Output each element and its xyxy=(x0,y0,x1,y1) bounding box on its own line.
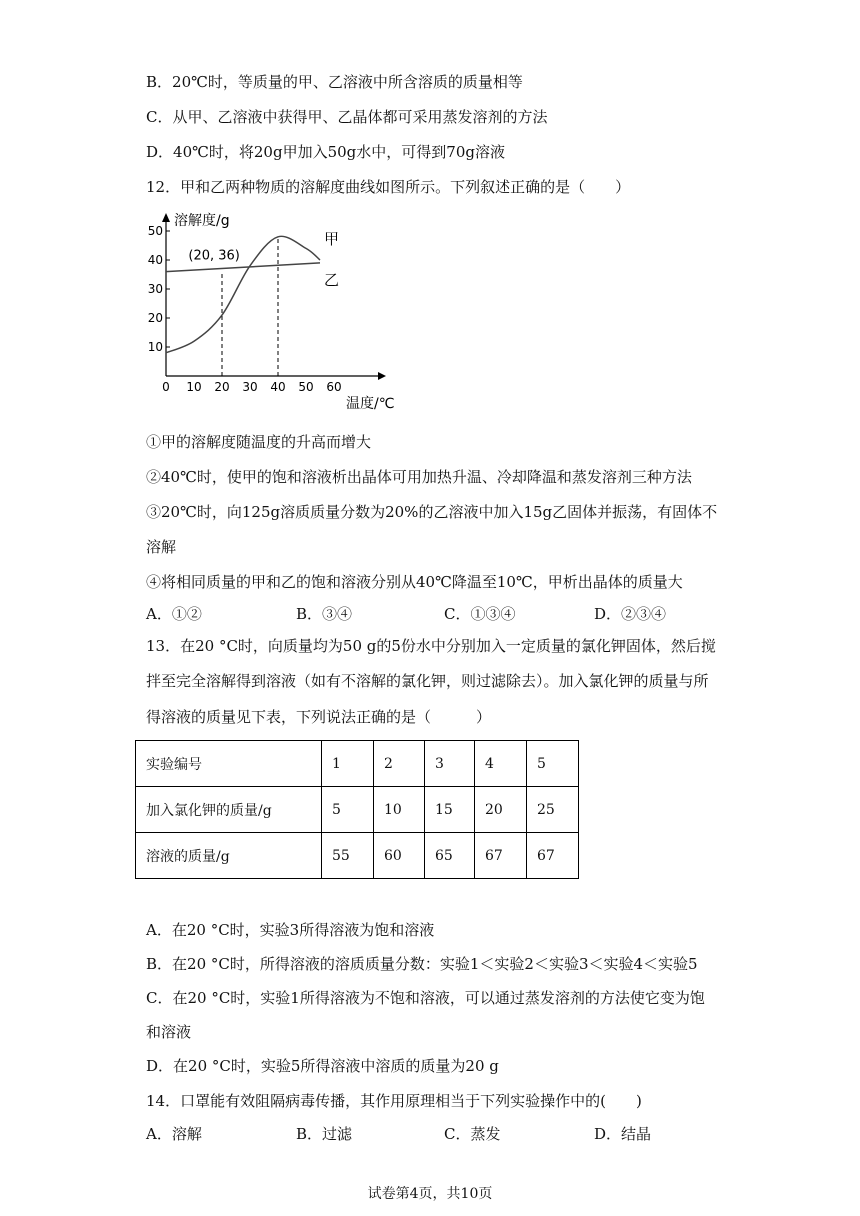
q14-option-d: D．结晶 xyxy=(594,1125,652,1143)
y-tick-label: 20 xyxy=(147,311,163,325)
x-axis-arrow xyxy=(378,372,386,380)
table-cell: 20 xyxy=(475,787,527,833)
page-footer: 试卷第4页，共10页 xyxy=(367,1186,493,1202)
q12-option-d: D．②③④ xyxy=(594,605,667,623)
x-tick-label: 20 xyxy=(214,380,230,394)
table-cell: 3 xyxy=(425,741,475,787)
table-cell: 4 xyxy=(475,741,527,787)
y-axis-label: 溶解度/g xyxy=(174,213,230,229)
q13-option-d: D．在20 °C时，实验5所得溶液中溶质的质量为20 g xyxy=(146,1057,499,1075)
q12-statement-2: ②40℃时，使甲的饱和溶液析出晶体可用加热升温、冷却降温和蒸发溶剂三种方法 xyxy=(146,468,692,486)
x-tick-label: 10 xyxy=(186,380,202,394)
q12-statement-4: ④将相同质量的甲和乙的饱和溶液分别从40℃降温至10℃，甲析出晶体的质量大 xyxy=(146,573,683,591)
y-axis-arrow xyxy=(162,213,170,222)
q12-option-b: B．③④ xyxy=(296,605,353,623)
q14-option-b: B．过滤 xyxy=(296,1125,353,1143)
solubility-chart xyxy=(146,208,406,418)
y-tick-label: 50 xyxy=(147,224,163,238)
q12-statement-3: ③20℃时，向125g溶质质量分数为20%的乙溶液中加入15g乙固体并振荡，有固体不 xyxy=(146,503,718,521)
table-cell: 25 xyxy=(527,787,579,833)
q13-option-a: A．在20 °C时，实验3所得溶液为饱和溶液 xyxy=(146,921,435,939)
x-axis-label: 温度/℃ xyxy=(346,396,395,412)
q13-option-c-cont: 和溶液 xyxy=(146,1023,192,1041)
table-cell: 加入氯化钾的质量/g xyxy=(136,787,322,833)
x-tick-label: 40 xyxy=(270,380,286,394)
q13-stem-1: 13．在20 °C时，向质量均为50 g的5份水中分别加入一定质量的氯化钾固体，然后搅 xyxy=(146,637,716,655)
table-cell: 65 xyxy=(425,833,475,879)
series-line-2 xyxy=(166,263,320,272)
table-cell: 55 xyxy=(322,833,374,879)
x-tick-label: 0 xyxy=(162,380,170,394)
table-cell: 溶液的质量/g xyxy=(136,833,322,879)
table-cell: 15 xyxy=(425,787,475,833)
table-cell: 实验编号 xyxy=(136,741,322,787)
table-cell: 1 xyxy=(322,741,374,787)
table-cell: 5 xyxy=(322,787,374,833)
y-tick-label: 40 xyxy=(147,253,163,267)
y-tick-label: 10 xyxy=(147,340,163,354)
q14-option-c: C．蒸发 xyxy=(444,1125,501,1143)
q12-statement-3-cont: 溶解 xyxy=(146,538,177,556)
q12-stem: 12．甲和乙两种物质的溶解度曲线如图所示。下列叙述正确的是（ ） xyxy=(146,178,631,196)
y-tick-label: 30 xyxy=(147,282,163,296)
experiment-table xyxy=(135,740,579,879)
table-row xyxy=(136,787,579,833)
q12-option-a: A．①② xyxy=(146,605,202,623)
q13-stem-3: 得溶液的质量见下表，下列说法正确的是（ ） xyxy=(146,708,492,726)
series-label-2: 乙 xyxy=(324,270,340,289)
table-cell: 60 xyxy=(374,833,425,879)
q12-option-c: C．①③④ xyxy=(444,605,516,623)
table-cell: 67 xyxy=(475,833,527,879)
q13-option-c: C．在20 °C时，实验1所得溶液为不饱和溶液，可以通过蒸发溶剂的方法使它变为饱 xyxy=(146,989,705,1007)
x-tick-label: 60 xyxy=(326,380,342,394)
q14-option-a: A．溶解 xyxy=(146,1125,202,1143)
x-tick-label: 30 xyxy=(242,380,258,394)
q14-stem: 14．口罩能有效阻隔病毒传播，其作用原理相当于下列实验操作中的( ) xyxy=(146,1092,642,1110)
x-tick-label: 50 xyxy=(298,380,314,394)
point-annotation: (20, 36) xyxy=(188,248,240,264)
table-cell: 67 xyxy=(527,833,579,879)
table-cell: 10 xyxy=(374,787,425,833)
table-row xyxy=(136,741,579,787)
table-row xyxy=(136,833,579,879)
series-label-1: 甲 xyxy=(324,230,340,248)
q13-stem-2: 拌至完全溶解得到溶液（如有不溶解的氯化钾，则过滤除去）。加入氯化钾的质量与所 xyxy=(146,672,709,690)
table-cell: 5 xyxy=(527,741,579,787)
q11-option-d: D．40℃时，将20g甲加入50g水中，可得到70g溶液 xyxy=(146,143,505,161)
q11-option-c: C．从甲、乙溶液中获得甲、乙晶体都可采用蒸发溶剂的方法 xyxy=(146,108,548,126)
q13-option-b: B．在20 °C时，所得溶液的溶质质量分数：实验1＜实验2＜实验3＜实验4＜实验5 xyxy=(146,955,698,973)
table-cell: 2 xyxy=(374,741,425,787)
q11-option-b: B．20℃时，等质量的甲、乙溶液中所含溶质的质量相等 xyxy=(146,73,523,91)
q12-statement-1: ①甲的溶解度随温度的升高而增大 xyxy=(146,433,372,451)
